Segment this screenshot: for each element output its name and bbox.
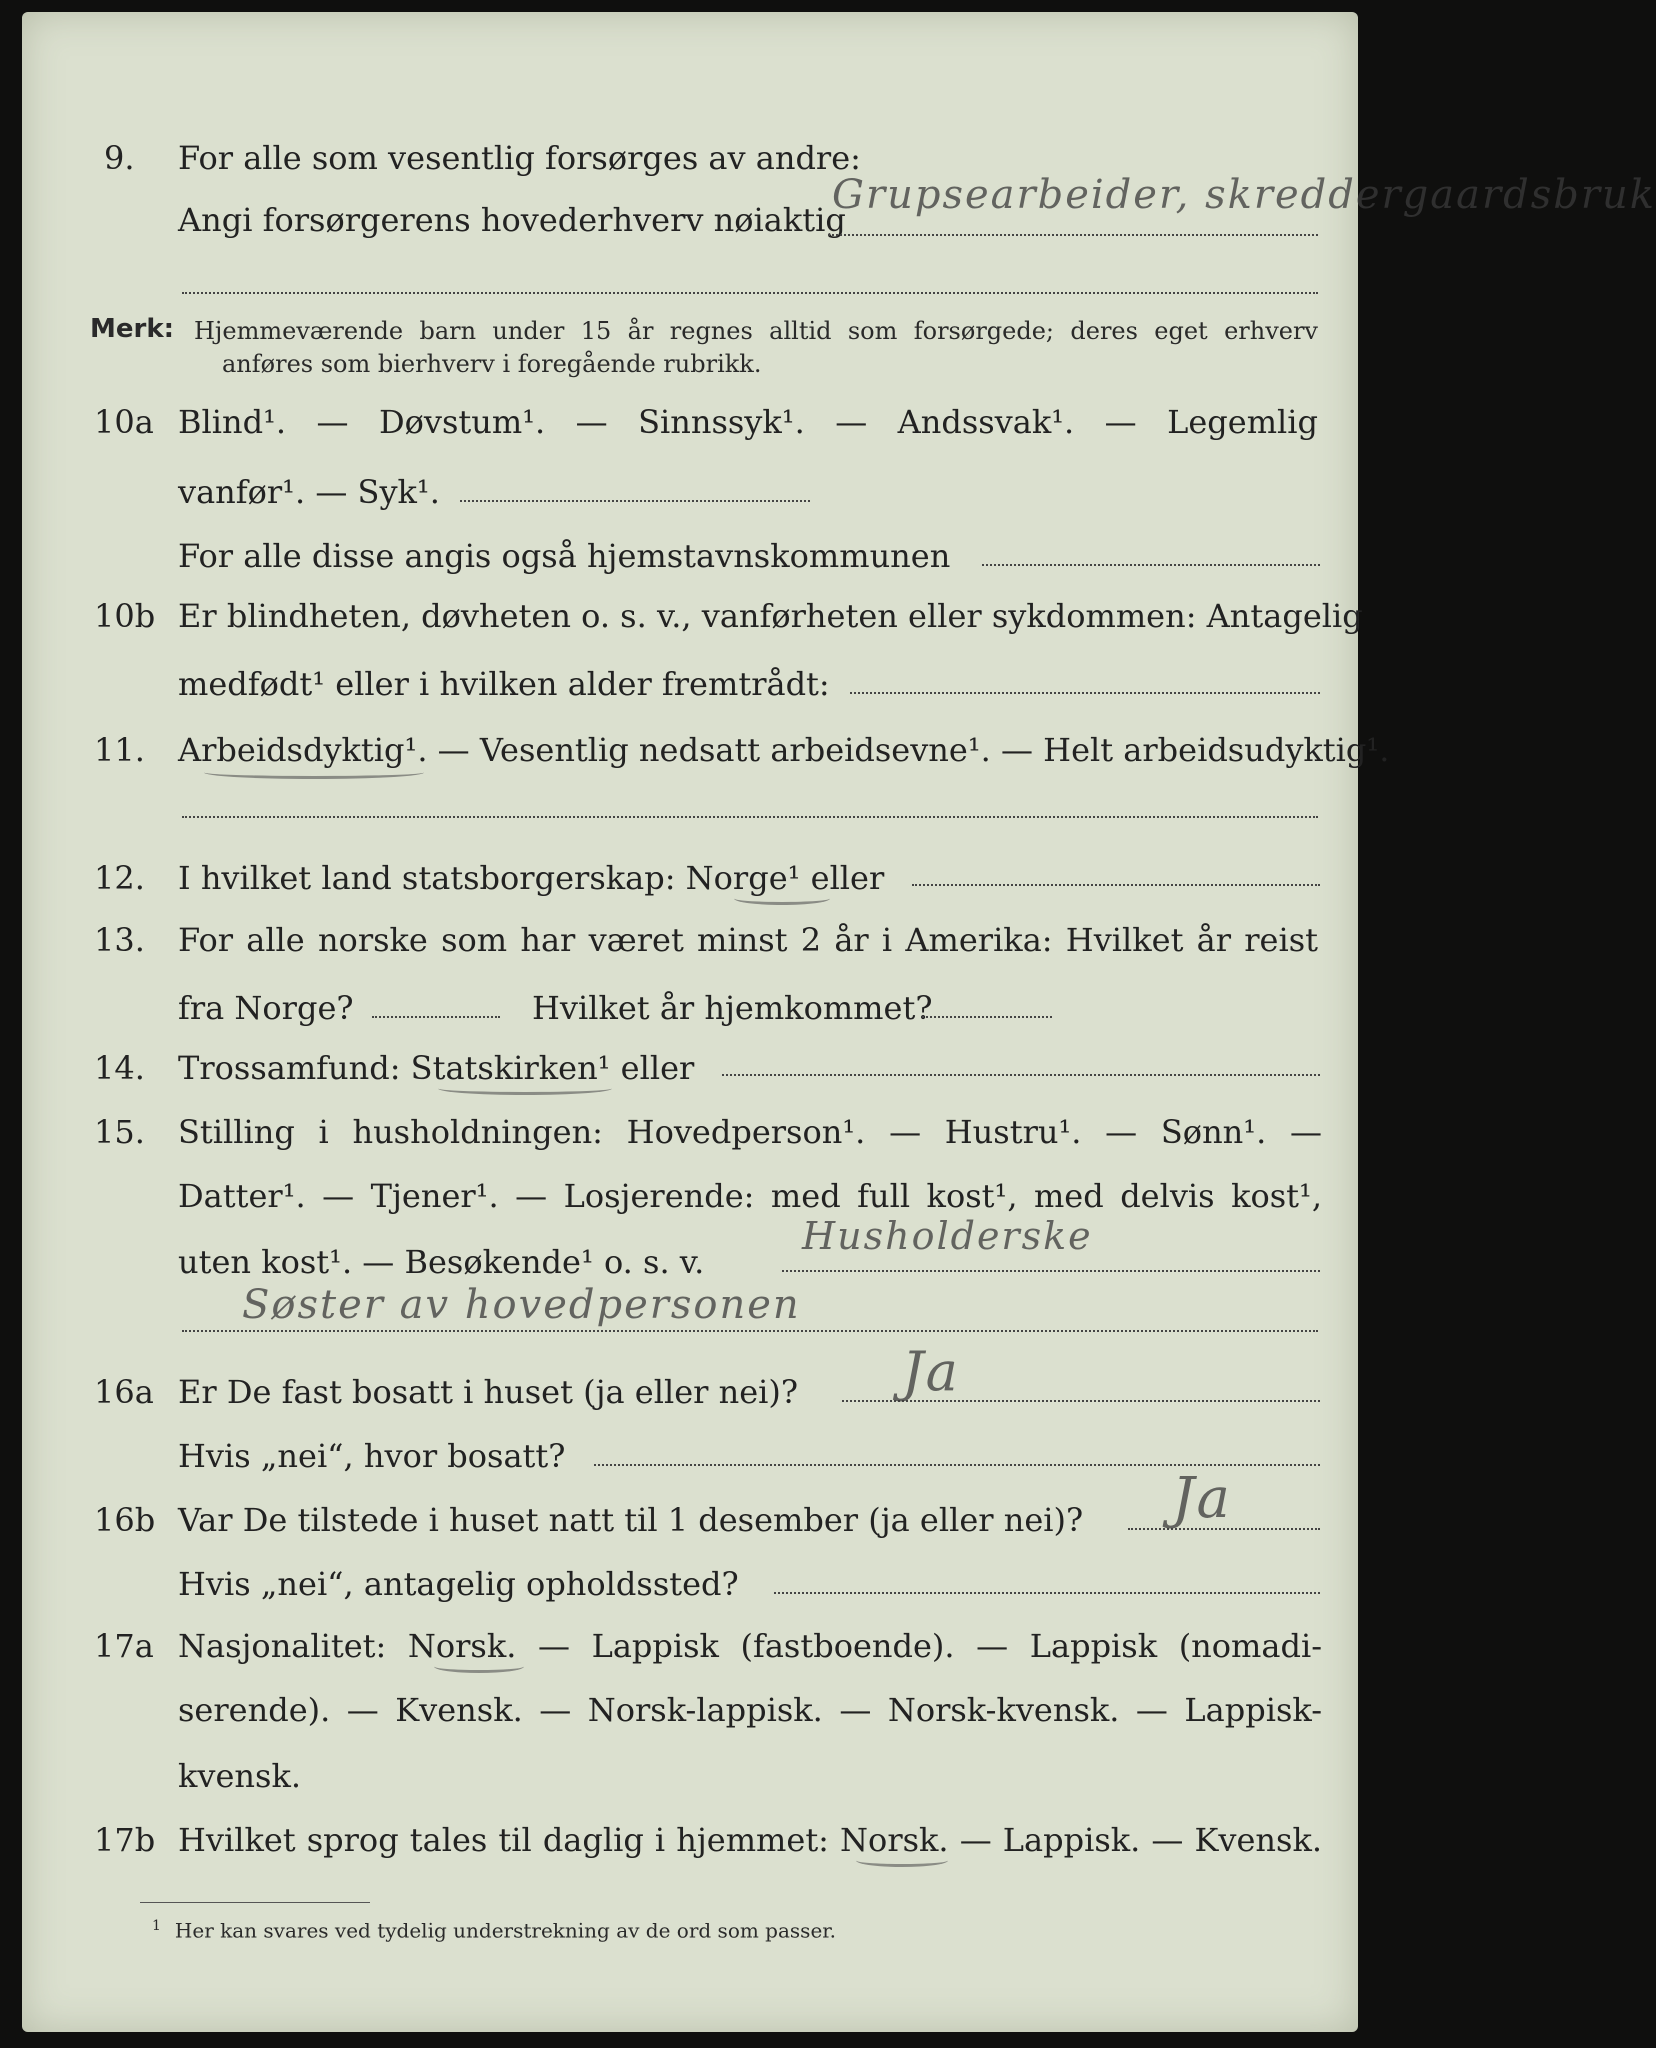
q16b-text-2: Hvis „nei“, antagelig opholdssted?	[178, 1565, 739, 1603]
q13-text-2a: fra Norge?	[178, 989, 354, 1027]
q16a-text-2: Hvis „nei“, hvor bosatt?	[178, 1437, 566, 1475]
q11-text-1: Arbeidsdyktig¹. — Vesentlig nedsatt arbeidsevne¹. — Helt arbeidsudyktig¹.	[178, 731, 1390, 769]
q13-left-year-line	[372, 1016, 500, 1018]
q15-text-1: Stilling i husholdningen: Hovedperson¹. — Hustru¹. — Sønn¹. —	[178, 1113, 1322, 1151]
q10a-sick-answer-line	[460, 500, 810, 502]
q16b-number: 16b	[94, 1501, 156, 1539]
footnote-text: Her kan svares ved tydelig understrekning av de ord som passer.	[174, 1918, 836, 1943]
q11-answer-line	[182, 816, 1318, 818]
q16b-text-1: Var De tilstede i huset natt til 1 desember (ja eller nei)?	[178, 1501, 1084, 1539]
q12-answer-line	[912, 884, 1320, 886]
q13-number: 13.	[94, 921, 145, 959]
q14-answer-line	[722, 1074, 1320, 1076]
q12-underline-mark	[734, 892, 830, 905]
q11-underline-mark	[204, 766, 424, 779]
q16b-handwritten-answer: Ja	[1172, 1466, 1232, 1531]
q9-text-1: For alle som vesentlig forsørges av andre:	[178, 139, 861, 177]
q15-text-2: Datter¹. — Tjener¹. — Losjerende: med full kost¹, med delvis kost¹,	[178, 1177, 1322, 1215]
q10a-text-1: Blind¹. — Døvstum¹. — Sinnssyk¹. — Andssvak¹. — Legemlig	[178, 403, 1318, 441]
q10a-municipality-line	[982, 564, 1320, 566]
q15-answer-line-2	[182, 1330, 1318, 1332]
q13-text-2b: Hvilket år hjemkommet?	[532, 989, 933, 1027]
q16b-location-line	[774, 1592, 1320, 1594]
merk-text-2: anføres som bierhverv i foregående rubrikk.	[222, 350, 762, 378]
footnote-rule	[140, 1902, 370, 1903]
merk-line-1: Hjemmeværende barn under 15 år regnes alltid som forsørgede; deres eget erhverv	[194, 317, 1318, 345]
q14-underline-mark	[438, 1082, 612, 1095]
q15-text-3: uten kost¹. — Besøkende¹ o. s. v.	[178, 1243, 705, 1281]
q15-handwritten-answer-1: Husholderske	[802, 1214, 1093, 1258]
merk-label: Merk:	[90, 314, 175, 344]
q9-text-2: Angi forsørgerens hovederhverv nøiaktig	[178, 201, 846, 239]
q16a-handwritten-answer: Ja	[902, 1340, 960, 1403]
q15-number: 15.	[94, 1113, 145, 1151]
q10a-text-3: For alle disse angis også hjemstavnskommunen	[178, 537, 951, 575]
q13-text-1: For alle norske som har været minst 2 år i Amerika: Hvilket år reist	[178, 921, 1318, 959]
q10b-text-2: medfødt¹ eller i hvilken alder fremtrådt:	[178, 665, 830, 703]
q10a-number: 10a	[94, 403, 154, 441]
q17a-number: 17a	[94, 1627, 154, 1665]
q17b-underline-mark	[856, 1854, 948, 1867]
q14-number: 14.	[94, 1049, 145, 1087]
q17a-text-3: kvensk.	[178, 1757, 301, 1795]
merk-text-1	[194, 317, 1318, 345]
census-form-page	[22, 12, 1656, 2032]
q17a-underline-mark	[434, 1660, 524, 1673]
q10b-answer-line	[850, 692, 1320, 694]
q17a-text-1: Nasjonalitet: Norsk. — Lappisk (fastboende). — Lappisk (nomadi-	[178, 1627, 1322, 1665]
q17a-text-2: serende). — Kvensk. — Norsk-lappisk. — Norsk-kvensk. — Lappisk-	[178, 1691, 1322, 1729]
q17b-number: 17b	[94, 1821, 156, 1859]
q11-number: 11.	[94, 731, 145, 769]
q9-number: 9.	[104, 139, 135, 177]
q15-answer-line-1	[782, 1270, 1320, 1272]
footnote	[152, 1918, 836, 1943]
q14-text-1: Trossamfund: Statskirken¹ eller	[178, 1049, 695, 1087]
q9-handwritten-answer: Grupsearbeider, skreddergaardsbruk	[832, 172, 1656, 218]
q10a-text-2: vanfør¹. — Syk¹.	[178, 473, 440, 511]
q10b-number: 10b	[94, 597, 156, 635]
q15-handwritten-answer-2: Søster av hovedpersonen	[242, 1282, 801, 1328]
footnote-mark: 1	[152, 1918, 161, 1934]
q16a-number: 16a	[94, 1373, 154, 1411]
q16a-text-1: Er De fast bosatt i huset (ja eller nei)?	[178, 1373, 799, 1411]
q10b-text-1: Er blindheten, døvheten o. s. v., vanførheten eller sykdommen: Antagelig	[178, 597, 1363, 635]
q9-answer-line-1	[828, 234, 1318, 236]
q9-answer-line-2	[182, 292, 1318, 294]
q17b-text-1: Hvilket sprog tales til daglig i hjemmet: Norsk. — Lappisk. — Kvensk.	[178, 1821, 1322, 1859]
q12-number: 12.	[94, 859, 145, 897]
q12-text-1: I hvilket land statsborgerskap: Norge¹ eller	[178, 859, 885, 897]
q13-return-year-line	[922, 1016, 1052, 1018]
